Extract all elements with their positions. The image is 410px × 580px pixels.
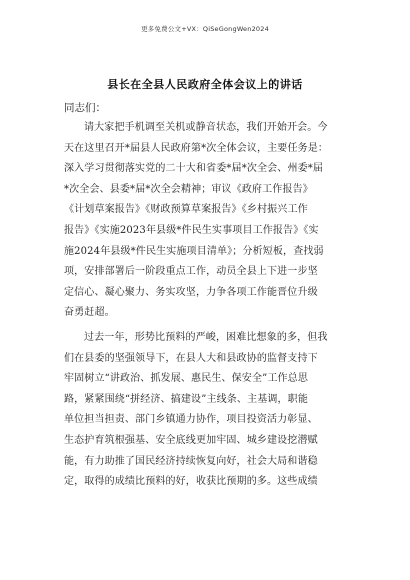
paragraph-line: 过去一年，形势比预料的严峻，困难比想象的多，但我	[84, 331, 328, 343]
paragraph-line: 天在这里召开*届县人民政府第*次全体会议，主要任务是：	[64, 142, 329, 154]
paragraph-opening	[64, 118, 356, 324]
paragraph-line: 牢固树立“讲政治、抓发展、惠民生、保安全”工作总思	[64, 373, 308, 385]
paragraph-line: 单位担当担责、部门乡镇通力协作，项目投资活力彰显、	[64, 414, 318, 426]
document-title: 县长在全县人民政府全体会议上的讲话	[107, 78, 303, 91]
header-note: 更多免费公文+VX：QiSeGongWen2024	[141, 25, 269, 33]
body-text	[64, 118, 356, 497]
paragraph-line: 《计划草案报告》《财政预算草案报告》《乡村振兴工作	[64, 204, 308, 216]
paragraph-line: 生态护育筑根强基、安全底线更加牢固、城乡建设挖潜赋	[64, 434, 318, 446]
paragraph-line: 定信心、凝心聚力、务实攻坚，力争各项工作能晋位升级	[64, 286, 318, 298]
paragraph-review	[64, 328, 356, 493]
paragraph-line: 们在县委的坚强领导下，在县人大和县政协的监督支持下	[64, 352, 318, 364]
paragraph-line: 奋勇赶超。	[64, 307, 115, 319]
paragraph-line: 报告》《实施2023年县级*件民生实事项目工作报告》《实	[64, 224, 319, 236]
paragraph-line: 定，取得的成绩比预料的好，收获比预期的多。这些成绩	[64, 476, 318, 488]
paragraph-line: 请大家把手机调至关机或静音状态，我们开始开会。今	[84, 122, 328, 133]
paragraph-line: 项，安排部署后一阶段重点工作，动员全县上下进一步坚	[64, 266, 318, 278]
paragraph-line: 路，紧紧围绕“拼经济、搞建设”主线条、主基调，职能	[64, 393, 308, 405]
paragraph-line: 能，有力助推了国民经济持续恢复向好，社会大局和谐稳	[64, 455, 318, 467]
paragraph-line: 施2024年县级*件民生实施项目清单》；分析短板，查找弱	[64, 245, 324, 257]
paragraph-line: *次全会、县委*届*次全会精神；审议《政府工作报告》	[64, 183, 313, 195]
salutation: 同志们：	[64, 102, 106, 114]
paragraph-line: 深入学习贯彻落实党的二十大和省委*届*次全会、州委*届	[64, 163, 324, 175]
